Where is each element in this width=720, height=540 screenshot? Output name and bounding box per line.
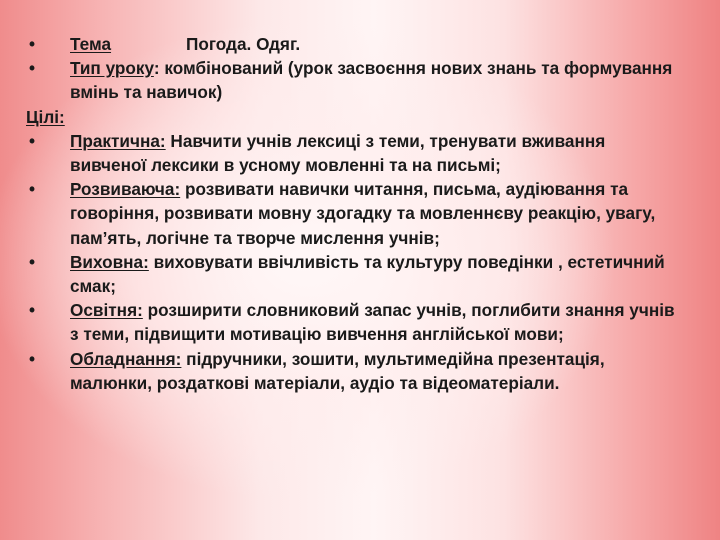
goal-label: Розвиваюча:: [70, 179, 181, 200]
bullet: •: [29, 179, 36, 200]
topic-value: Погода. Одяг.: [186, 34, 301, 54]
goal-text: розширити словниковий запас учнів, поглибити знання учнів з теми, підвищити мотивацію вивчення англійської мови;: [70, 300, 675, 345]
goals-heading-row: [26, 105, 686, 129]
goals-heading: Цілі:: [26, 106, 65, 127]
lesson-type-item: [26, 56, 686, 104]
equipment-text: підручники, зошити, мультимедійна презентація, малюнки, роздаткові матеріали, аудіо та відеоматеріали.: [70, 348, 605, 393]
goal-developing-item: [26, 177, 686, 250]
equipment-item: [26, 347, 686, 395]
goal-label: Практична:: [70, 130, 166, 151]
bullet: •: [29, 34, 36, 54]
goal-learning-item: [26, 298, 686, 346]
goal-text: Навчити учнів лексиці з теми, тренувати вживання вивченої лексики в усному мовленні та на письмі;: [70, 130, 606, 176]
goal-practical-item: [26, 129, 686, 177]
lesson-type-label: Тип уроку: [70, 58, 154, 79]
bullet: •: [29, 130, 36, 151]
goal-text: розвивати навички читання, письма, аудіювання та говоріння, розвивати мовну здогадку та мовленнєву реакцію, увагу, пам’ять, логічне та творче мислення учнів;: [70, 179, 656, 248]
topic-item: [26, 32, 686, 56]
topic-label: Тема: [70, 34, 112, 54]
bullet: •: [29, 58, 36, 79]
goal-label: Освітня:: [70, 300, 143, 321]
lesson-plan-text: [26, 32, 686, 395]
goal-text: виховувати ввічливість та культуру поведінки , естетичний смак;: [70, 251, 665, 297]
lesson-type-text: : комбінований (урок засвоєння нових знань та формування вмінь та навичок): [70, 58, 673, 103]
goal-label: Виховна:: [70, 251, 149, 272]
bullet: •: [29, 348, 36, 369]
goal-educational-item: [26, 250, 686, 298]
equipment-label: Обладнання:: [70, 348, 182, 369]
bullet: •: [29, 300, 36, 321]
bullet: •: [29, 251, 36, 272]
